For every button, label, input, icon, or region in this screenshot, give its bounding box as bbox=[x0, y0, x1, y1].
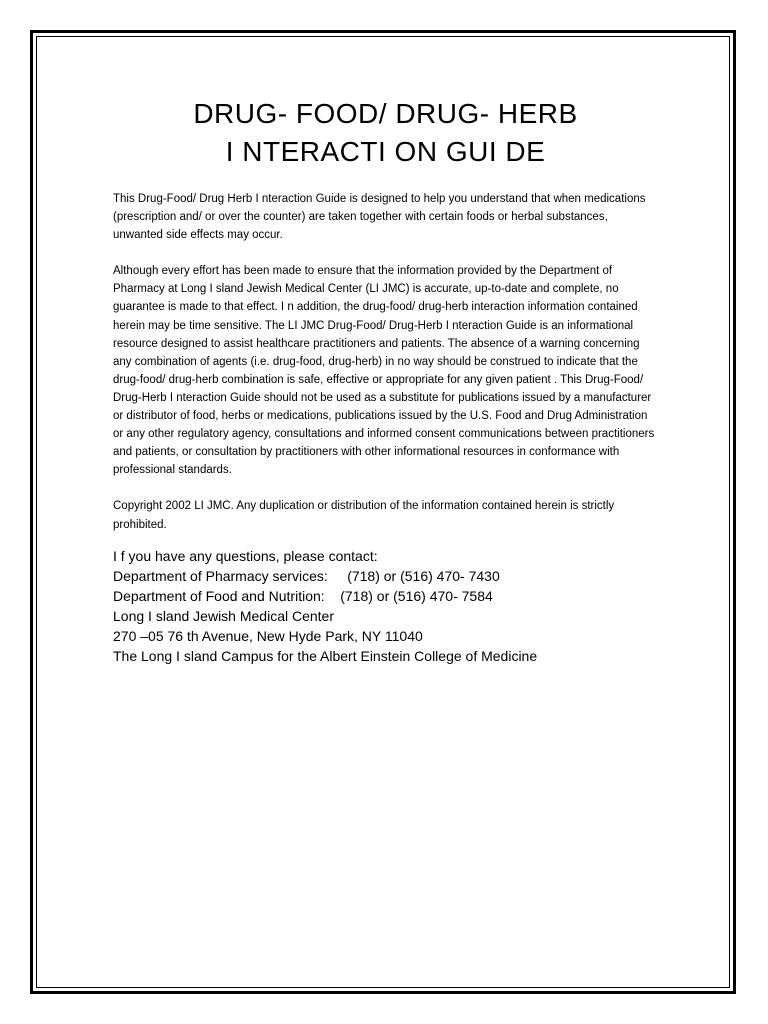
contact-campus: The Long I sland Campus for the Albert Einstein College of Medicine bbox=[113, 647, 538, 664]
contact-block bbox=[113, 546, 658, 666]
contact-organization: Long I sland Jewish Medical Center bbox=[113, 607, 335, 624]
contact-heading: I f you have any questions, please contact: bbox=[113, 547, 378, 564]
intro-paragraph: This Drug-Food/ Drug Herb I nteraction Guide is designed to help you understand that when medications (prescription and/ or over the counter) are taken together with certain foods or herbal substances, unwanted side effects may occur. bbox=[113, 193, 646, 242]
contact-pharmacy: Department of Pharmacy services: (718) or (516) 470- 7430 bbox=[113, 567, 500, 584]
title-line-2: I NTERACTI ON GUI DE bbox=[225, 136, 546, 167]
disclaimer-paragraph: Although every effort has been made to ensure that the information provided by the Department of Pharmacy at Long I sland Jewish Medical Center (LI JMC) is accurate, up-to-date and complete, no guarantee is made to that effect. I n addition, the drug-food/ drug-herb interaction information contained herein may be time sensitive. The LI JMC Drug-Food/ Drug-Herb I nteraction Guide is an informational resource designed to assist healthcare practitioners and patients. The absence of a warning concerning any combination of agents (i.e. drug-food, drug-herb) in no way should be construed to indicate that the drug-food/ drug-herb combination is safe, effective or appropriate for any given patient . This Drug-Food/ Drug-Herb I nteraction Guide should not be used as a substitute for publications issued by a manufacturer or distributor of food, herbs or medications, publications issued by the U.S. Food and Drug Administration or any other regulatory agency, consultations and informed consent communications between practitioners and patients, or consultation by practitioners with other informational resources in conformance with professional standards. bbox=[113, 265, 655, 477]
document-content bbox=[113, 95, 658, 666]
contact-address: 270 –05 76 th Avenue, New Hyde Park, NY 11040 bbox=[113, 627, 423, 644]
title-line-1: DRUG- FOOD/ DRUG- HERB bbox=[193, 98, 578, 129]
document-title bbox=[113, 95, 658, 171]
contact-nutrition: Department of Food and Nutrition: (718) or (516) 470- 7584 bbox=[113, 587, 493, 604]
copyright-paragraph: Copyright 2002 LI JMC. Any duplication or distribution of the information contained herein is strictly prohibited. bbox=[113, 500, 615, 531]
